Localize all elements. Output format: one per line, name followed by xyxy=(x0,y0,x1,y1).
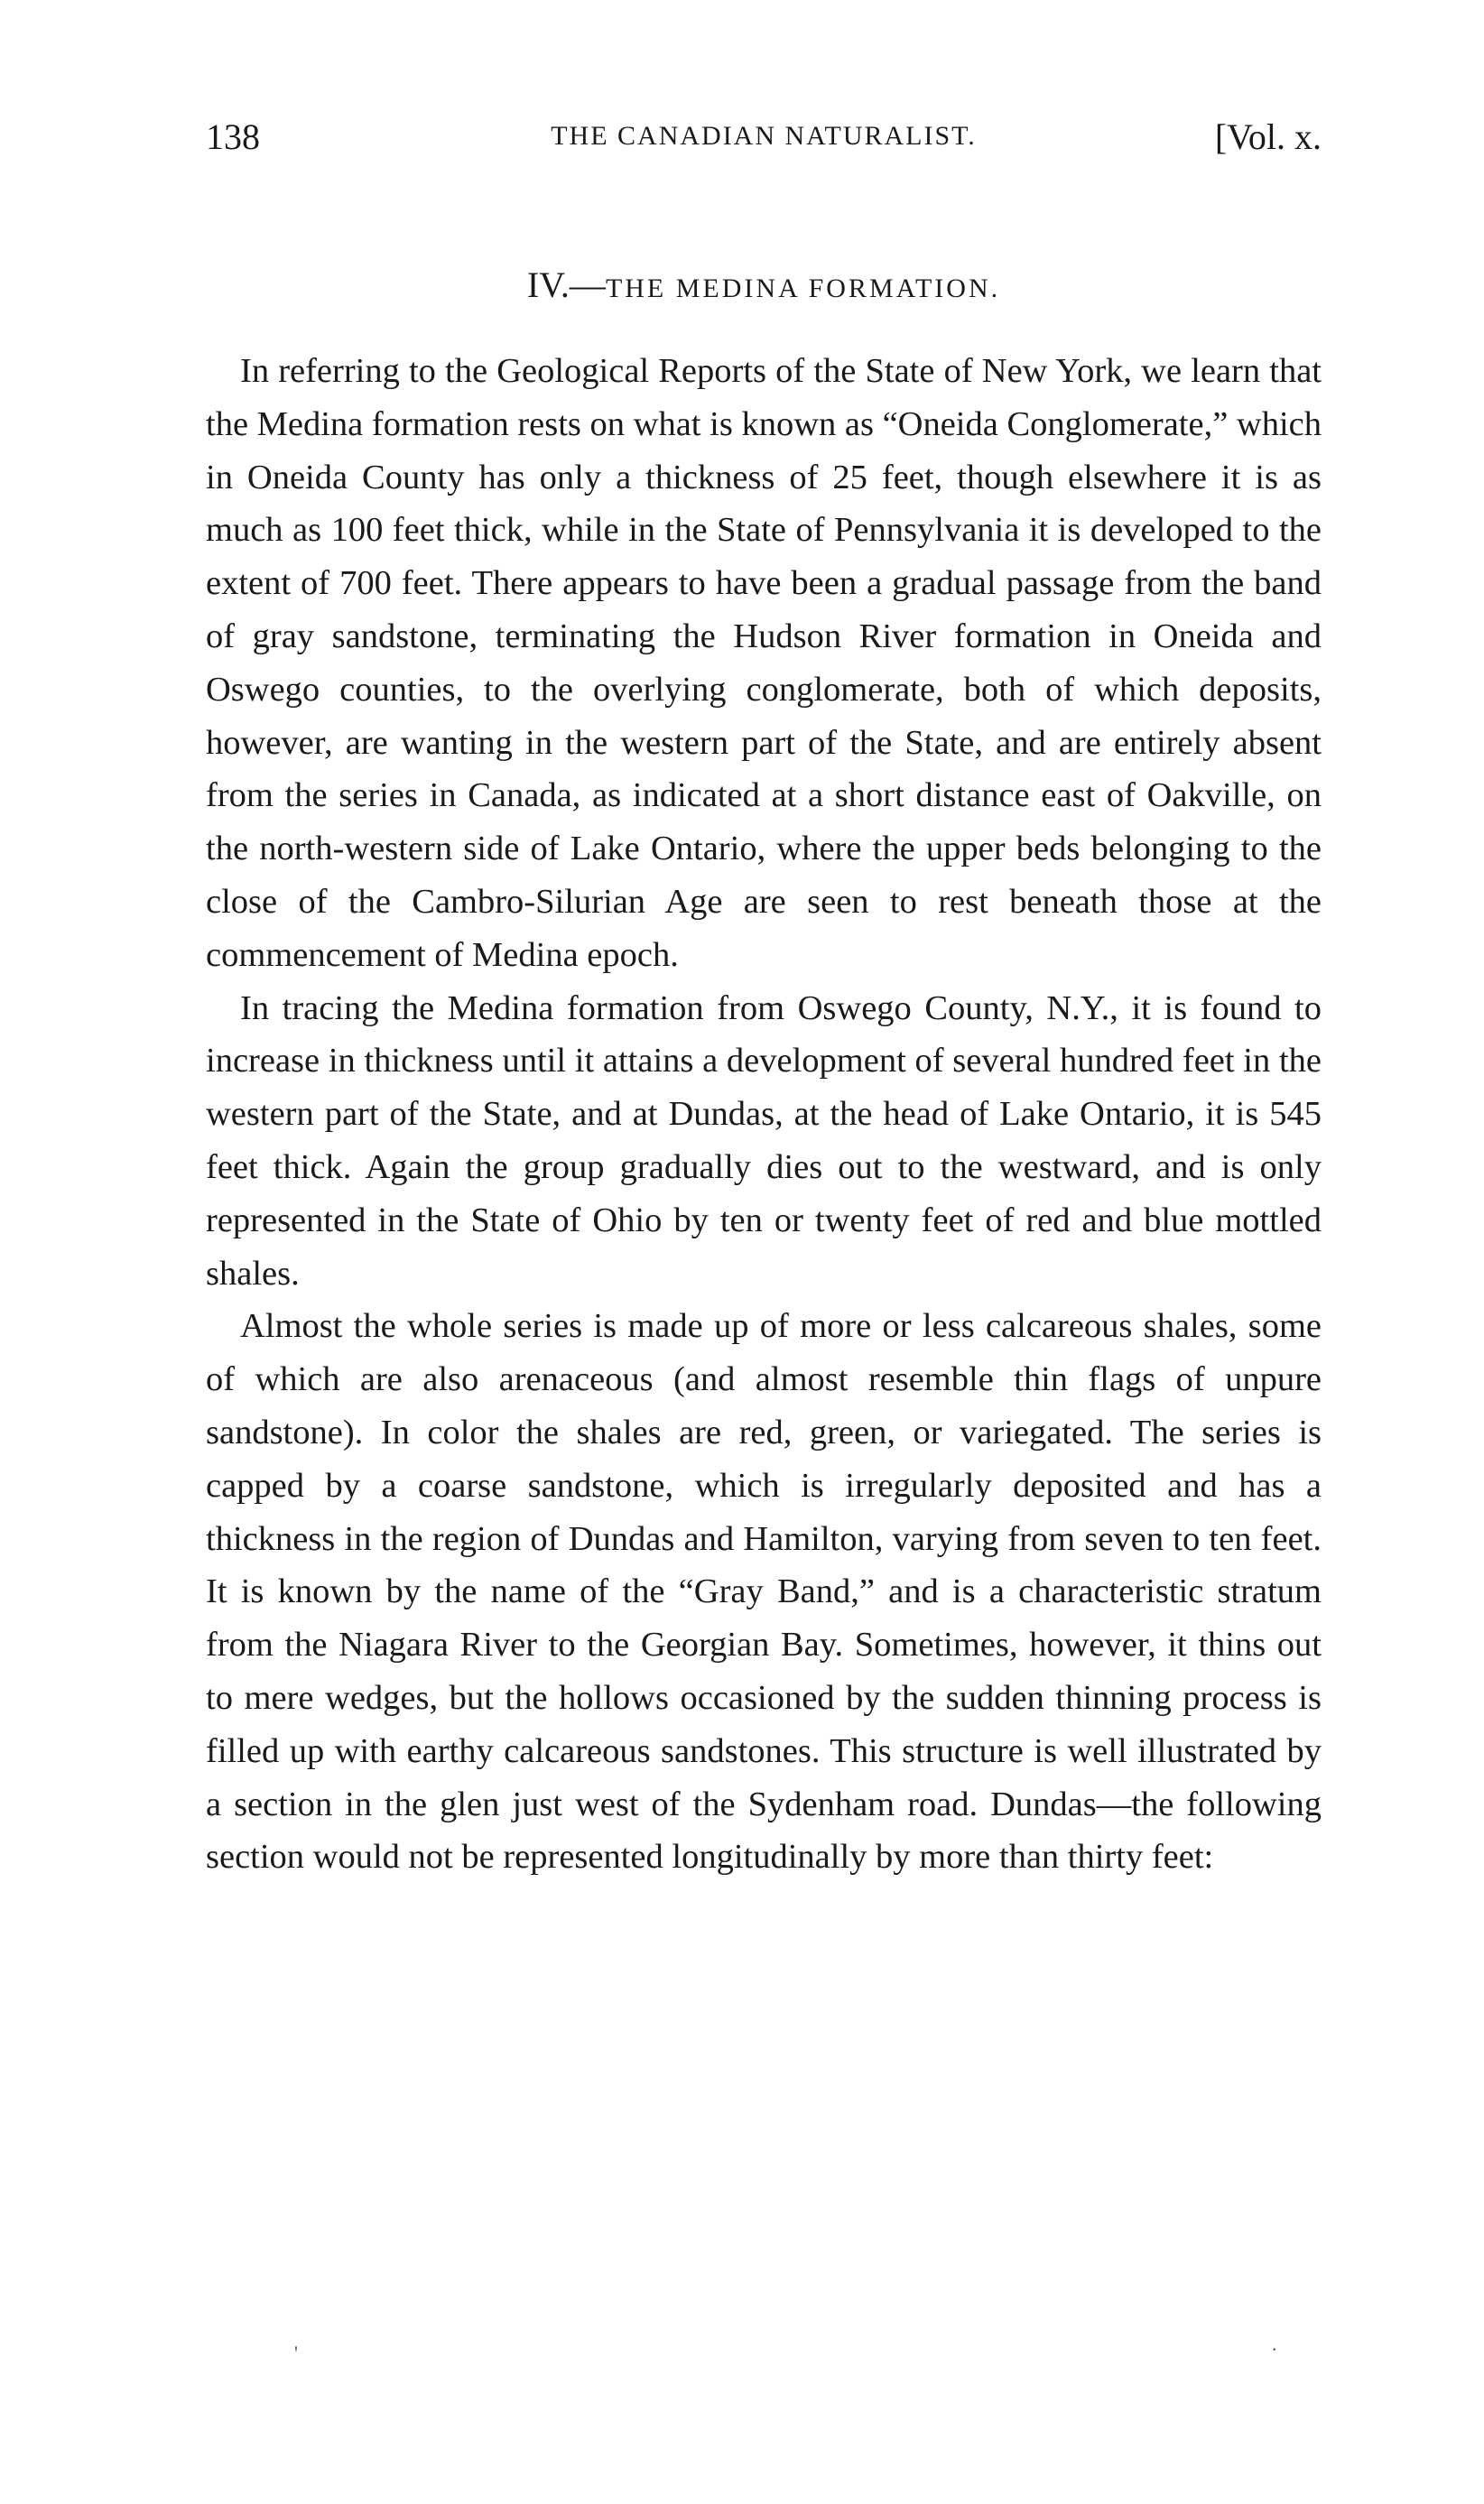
running-head xyxy=(206,116,1322,170)
scan-speck: ' xyxy=(294,2342,298,2364)
section-title: THE MEDINA FORMATION. xyxy=(605,274,1001,303)
paragraph-3: Almost the whole series is made up of more or less calcareous shales, some of which are also arenaceous (and almost resemble thin flags of unpure sandstone). In color the shales are red, green, or variegated. The series is capped by a coarse sandstone, which is irregularly deposited and has a thickness in the region of Dundas and Hamilton, varying from seven to ten feet. It is known by the name of the “Gray Band,” and is a characteristic stratum from the Niagara River to the Georgian Bay. Sometimes, however, it thins out to mere wedges, but the hollows occasioned by the sudden thinning process is filled up with earthy calcareous sandstones. This structure is well illustrated by a section in the glen just west of the Sydenham road. Dundas—the following section would not be represented longitudinally by more than thirty feet: xyxy=(206,1307,1322,1877)
section-heading xyxy=(206,264,1322,306)
page-number: 138 xyxy=(206,116,260,157)
paragraph-1: In referring to the Geological Reports of the State of New York, we learn that the Medina formation rests on what is known as “Oneida Conglomerate,” which in Oneida County has only a thickness of 25 feet, though elsewhere it is as much as 100 feet thick, while in the State of Pennsylvania it is developed to the extent of 700 feet. There appears to have been a gradual passage from the band of gray sandstone, terminating the Hudson River formation in Oneida and Oswego counties, to the overlying conglomerate, both of which deposits, however, are wanting in the western part of the State, and are entirely absent from the series in Canada, as indicated at a short distance east of Oakville, on the north-western side of Lake Ontario, where the upper beds belonging to the close of the Cambro-Silurian Age are seen to rest beneath those at the commencement of Medina epoch. xyxy=(206,352,1322,974)
paragraph-2: In tracing the Medina formation from Oswego County, N.Y., it is found to increase in thickness until it attains a development of several hundred feet in the western part of the State, and at Dundas, at the head of Lake Ontario, it is 545 feet thick. Again the group gradually dies out to the westward, and is only represented in the State of Ohio by ten or twenty feet of red and blue mottled shales. xyxy=(206,988,1322,1293)
journal-title: THE CANADIAN NATURALIST. xyxy=(551,121,977,151)
section-number: IV.— xyxy=(526,264,606,305)
volume-label: [Vol. x. xyxy=(1214,116,1322,157)
article-body xyxy=(206,345,1322,1884)
scan-speck: · xyxy=(1271,2338,1278,2360)
